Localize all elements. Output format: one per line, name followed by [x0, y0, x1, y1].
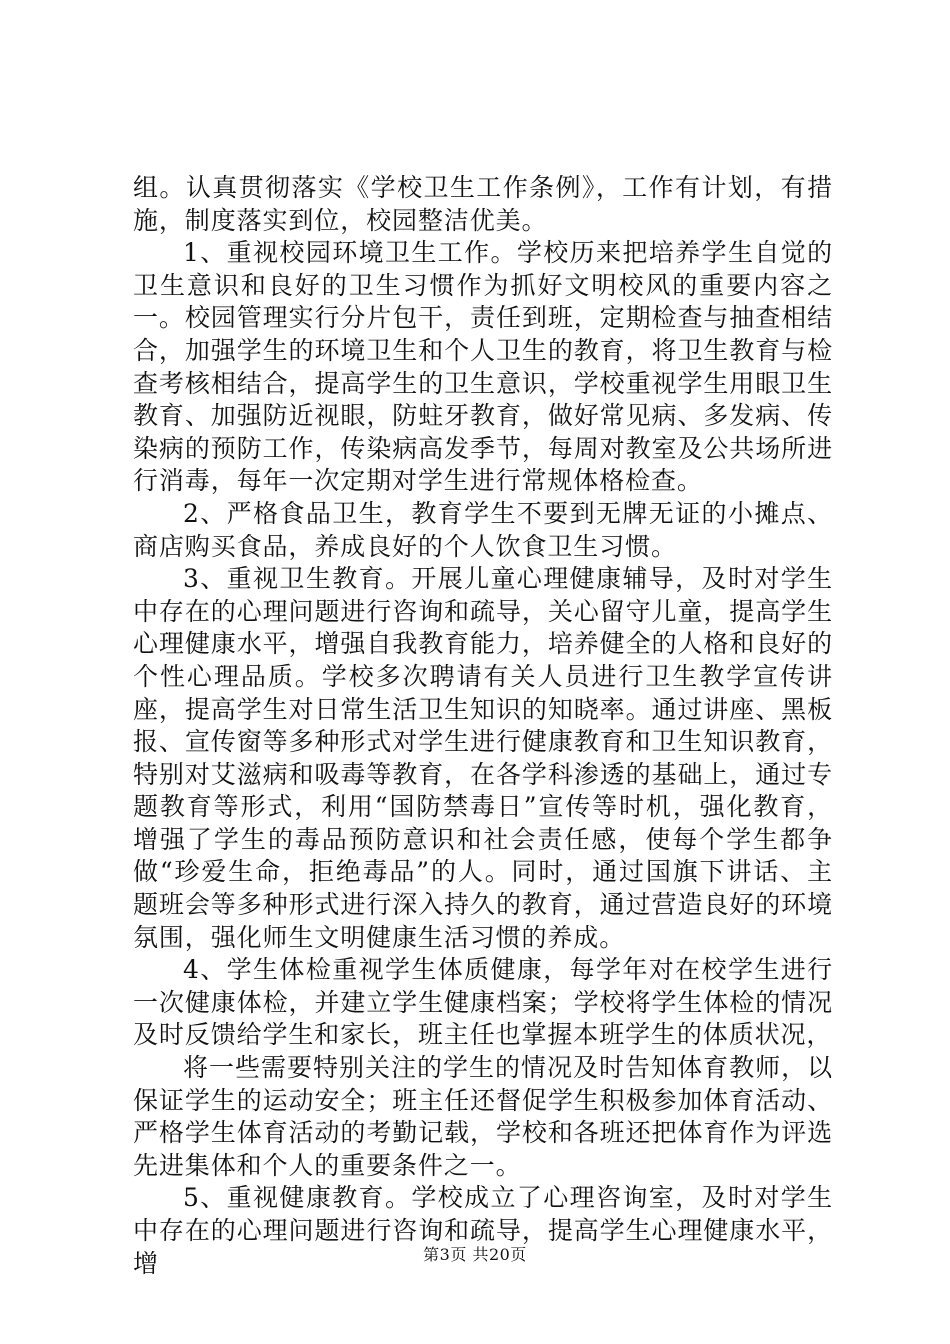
paragraph-health-education: 5、重视健康教育。学校成立了心理咨询室，及时对学生中存在的心理问题进行咨询和疏导，提高学生心理健康水平，增: [133, 1183, 833, 1278]
paragraph-hygiene-education: 3、重视卫生教育。开展儿童心理健康辅导，及时对学生中存在的心理问题进行咨询和疏导，关心留守儿童，提高学生心理健康水平，增强自我教育能力，培养健全的人格和良好的个性心理品质。学校多次聘请有关人员进行卫生教学宣传讲座，提高学生对日常生活卫生知识的知晓率。通过讲座、黑板报、宣传窗等多种形式对学生进行健康教育和卫生知识教育，特别对艾滋病和吸毒等教育，在各学科渗透的基础上，通过专题教育等形式，利用“国防禁毒日”宣传等时机，强化教育，增强了学生的毒品预防意识和社会责任感，使每个学生都争做“珍爱生命，拒绝毒品”的人。同时，通过国旗下讲话、主题班会等多种形式进行深入持久的教育，通过营造良好的环境氛围，强化师生文明健康生活习惯的养成。: [133, 564, 833, 952]
paragraph-physical-exam: 4、学生体检重视学生体质健康，每学年对在校学生进行一次健康体检，并建立学生健康档案；学校将学生体检的情况及时反馈给学生和家长，班主任也掌握本班学生的体质状况，: [133, 955, 833, 1050]
document-body: [133, 172, 833, 1280]
paragraph-environment-hygiene: 1、重视校园环境卫生工作。学校历来把培养学生自觉的卫生意识和良好的卫生习惯作为抓好文明校风的重要内容之一。校园管理实行分片包干，责任到班，定期检查与抽查相结合，加强学生的环境卫生和个人卫生的教育，将卫生教育与检查考核相结合，提高学生的卫生意识，学校重视学生用眼卫生教育、加强防近视眼，防蛀牙教育，做好常见病、多发病、传染病的预防工作，传染病高发季节，每周对教室及公共场所进行消毒，每年一次定期对学生进行常规体格检查。: [133, 238, 833, 496]
paragraph-sports-safety: 将一些需要特别关注的学生的情况及时告知体育教师，以保证学生的运动安全；班主任还督促学生积极参加体育活动、严格学生体育活动的考勤记载，学校和各班还把体育作为评选先进集体和个人的重要条件之一。: [133, 1053, 833, 1180]
paragraph-continuation: 组。认真贯彻落实《学校卫生工作条例》，工作有计划，有措施，制度落实到位，校园整洁优美。: [133, 173, 833, 235]
paragraph-food-hygiene: 2、严格食品卫生，教育学生不要到无牌无证的小摊点、商店购买食品，养成良好的个人饮食卫生习惯。: [133, 498, 833, 561]
page-footer: 第3页 共20页: [423, 1245, 527, 1264]
